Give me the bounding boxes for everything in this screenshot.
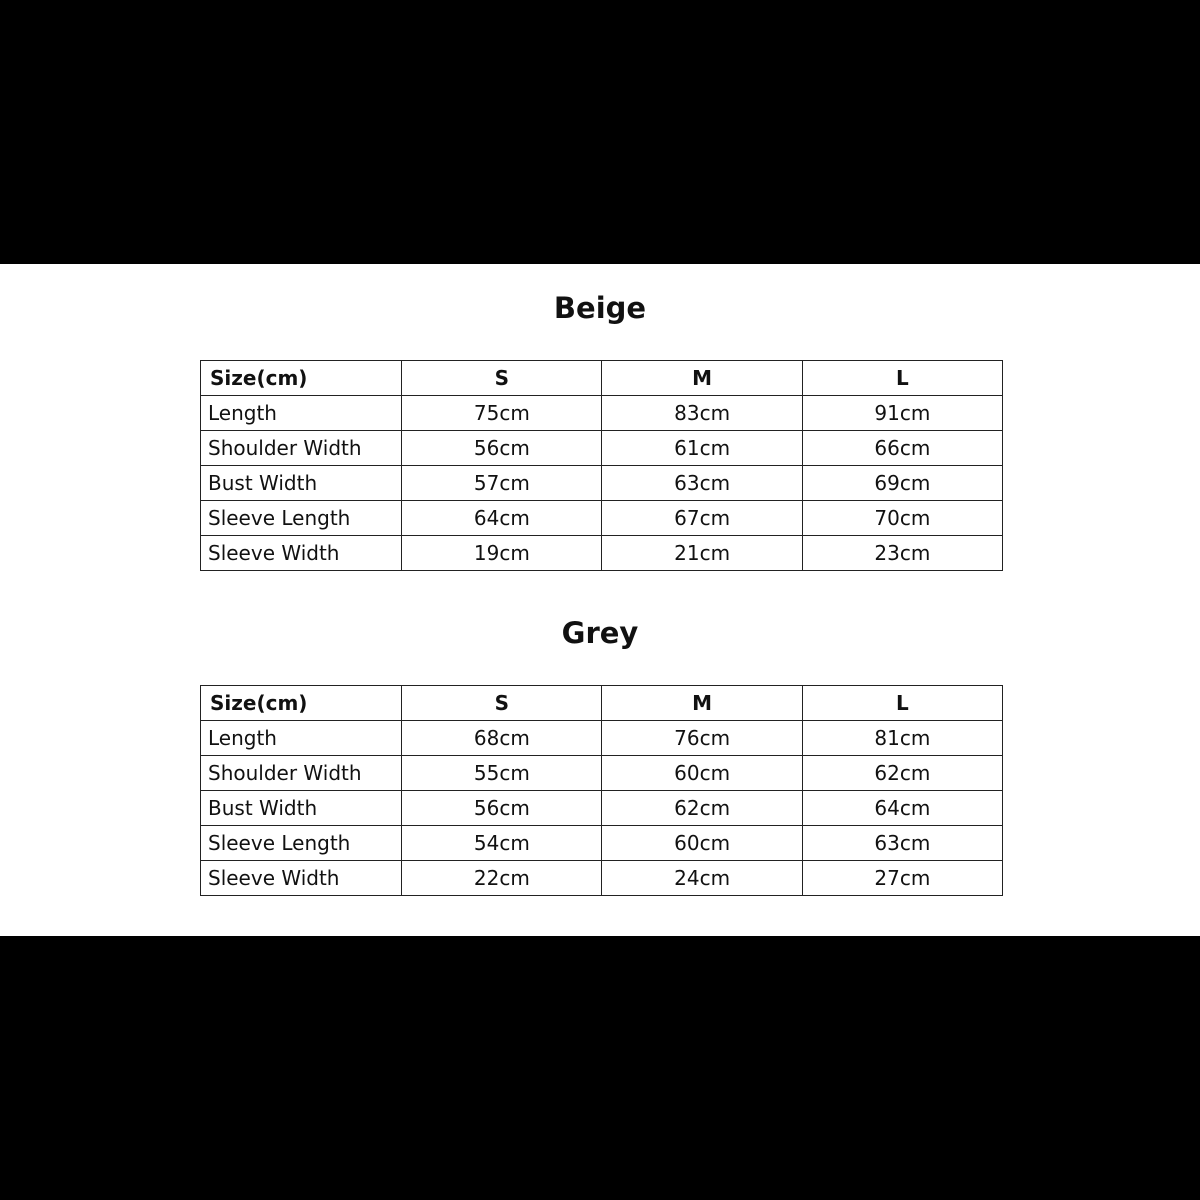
header-cell: L [802, 361, 1002, 396]
header-cell: M [602, 686, 802, 721]
table-cell: 23cm [802, 536, 1002, 571]
size-chart-panel [0, 264, 1200, 936]
header-cell: Size(cm) [201, 361, 402, 396]
table-cell: 54cm [402, 826, 602, 861]
beige-size-table [200, 360, 1003, 571]
table-row [201, 536, 1003, 571]
row-label: Sleeve Width [201, 536, 402, 571]
table-cell: 60cm [602, 826, 802, 861]
header-cell: S [402, 686, 602, 721]
table-cell: 56cm [402, 431, 602, 466]
grey-size-table [200, 685, 1003, 896]
table-cell: 64cm [802, 791, 1002, 826]
table-cell: 24cm [602, 861, 802, 896]
row-label: Length [201, 396, 402, 431]
table-cell: 63cm [802, 826, 1002, 861]
row-label: Bust Width [201, 791, 402, 826]
table-cell: 57cm [402, 466, 602, 501]
table-cell: 27cm [802, 861, 1002, 896]
table-cell: 64cm [402, 501, 602, 536]
table-row [201, 826, 1003, 861]
table-cell: 61cm [602, 431, 802, 466]
beige-section-title: Beige [553, 291, 647, 325]
table-cell: 67cm [602, 501, 802, 536]
table-cell: 81cm [802, 721, 1002, 756]
table-cell: 83cm [602, 396, 802, 431]
table-cell: 62cm [602, 791, 802, 826]
table-cell: 60cm [602, 756, 802, 791]
top-black-band [0, 0, 1200, 264]
table-row [201, 721, 1003, 756]
table-cell: 70cm [802, 501, 1002, 536]
grey-section-title: Grey [561, 616, 639, 650]
bottom-black-band [0, 936, 1200, 1200]
table-cell: 68cm [402, 721, 602, 756]
table-row [201, 431, 1003, 466]
table-cell: 66cm [802, 431, 1002, 466]
table-row [201, 501, 1003, 536]
header-cell: S [402, 361, 602, 396]
table-cell: 69cm [802, 466, 1002, 501]
row-label: Bust Width [201, 466, 402, 501]
table-row [201, 466, 1003, 501]
table-cell: 63cm [602, 466, 802, 501]
row-label: Sleeve Length [201, 826, 402, 861]
header-cell: M [602, 361, 802, 396]
header-cell: L [802, 686, 1002, 721]
table-row [201, 861, 1003, 896]
table-cell: 76cm [602, 721, 802, 756]
table-header-row [201, 361, 1003, 396]
table-row [201, 396, 1003, 431]
table-cell: 22cm [402, 861, 602, 896]
header-cell: Size(cm) [201, 686, 402, 721]
table-cell: 55cm [402, 756, 602, 791]
table-row [201, 756, 1003, 791]
table-cell: 19cm [402, 536, 602, 571]
table-row [201, 791, 1003, 826]
row-label: Sleeve Length [201, 501, 402, 536]
row-label: Shoulder Width [201, 431, 402, 466]
row-label: Shoulder Width [201, 756, 402, 791]
table-cell: 91cm [802, 396, 1002, 431]
row-label: Length [201, 721, 402, 756]
table-header-row [201, 686, 1003, 721]
row-label: Sleeve Width [201, 861, 402, 896]
table-cell: 75cm [402, 396, 602, 431]
table-cell: 21cm [602, 536, 802, 571]
table-cell: 56cm [402, 791, 602, 826]
table-cell: 62cm [802, 756, 1002, 791]
